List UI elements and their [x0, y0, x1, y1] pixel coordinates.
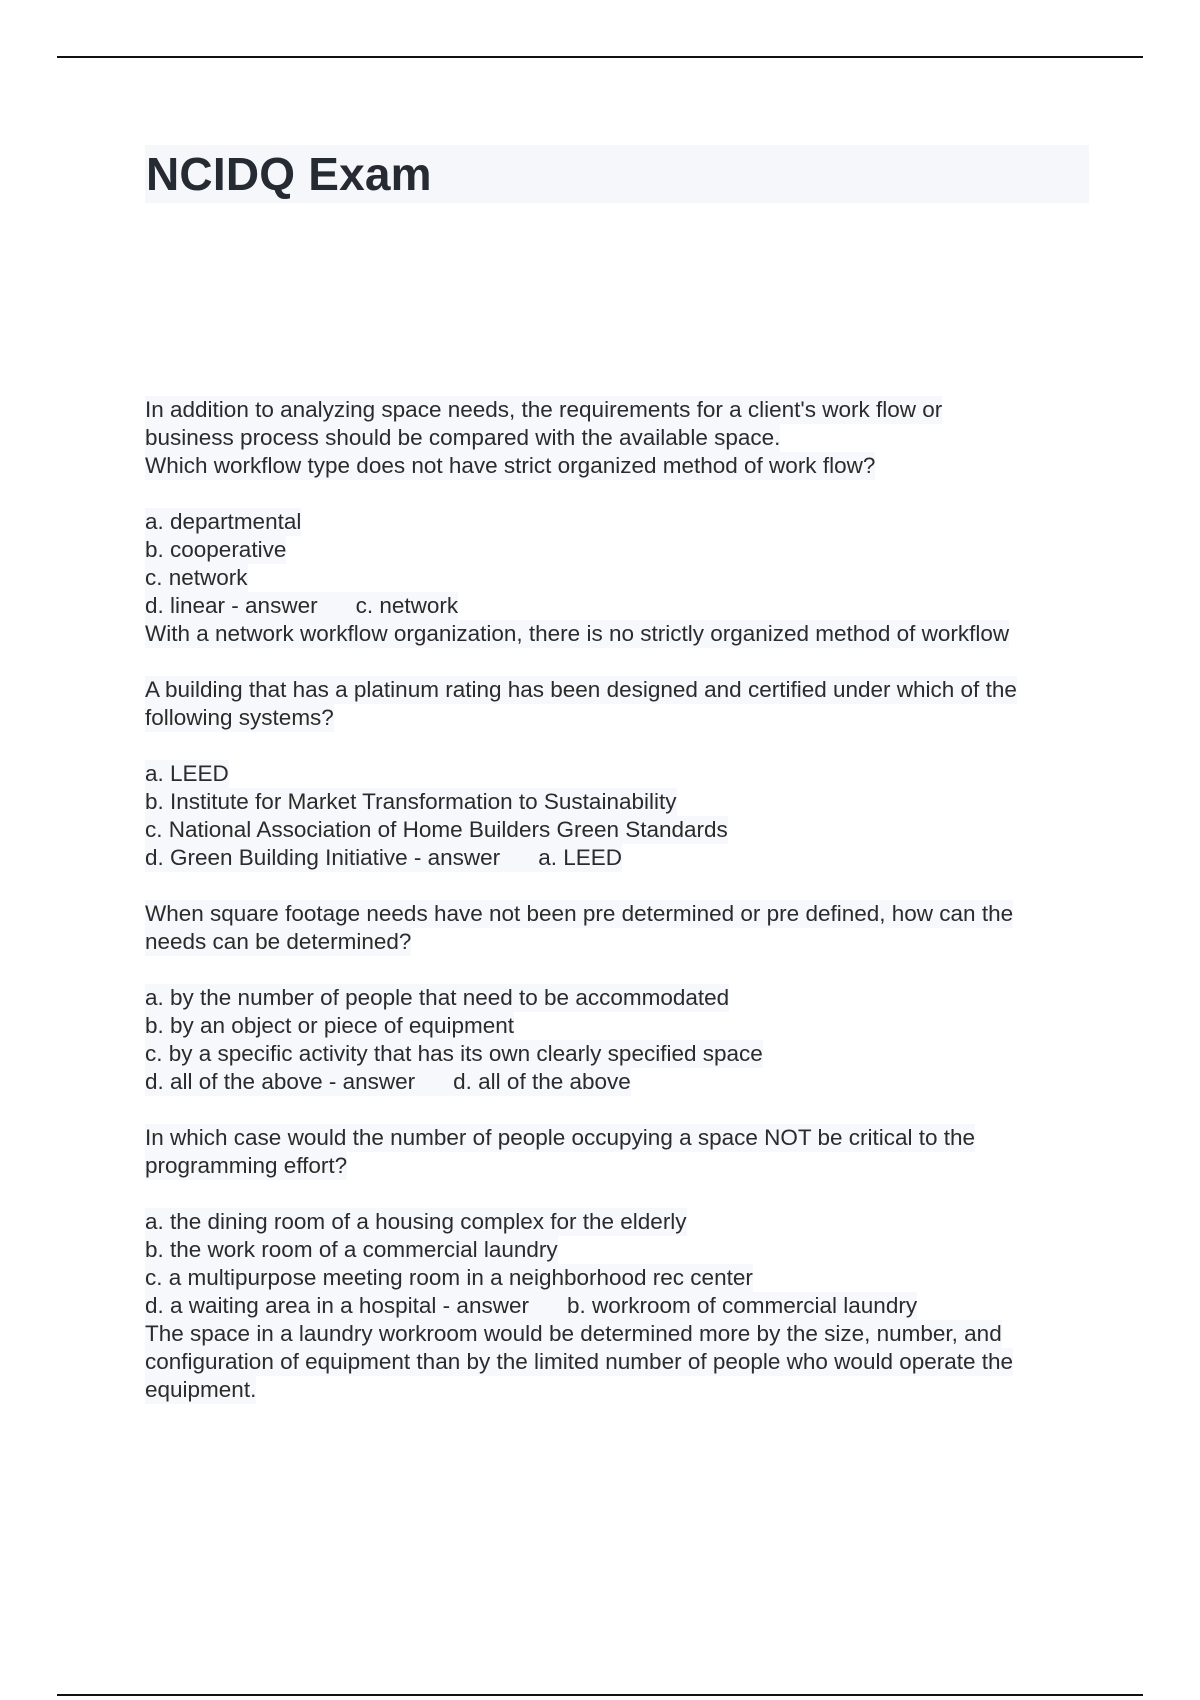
correct-answer: d. all of the above [453, 1069, 631, 1094]
question-text: Which workflow type does not have strict organized method of work flow? [145, 453, 876, 478]
explanation-text: equipment. [145, 1377, 257, 1402]
question-text: business process should be compared with the available space. [145, 425, 781, 450]
document-title: NCIDQ Exam [146, 148, 432, 200]
question-text: A building that has a platinum rating has been designed and certified under which of the [145, 677, 1017, 702]
answer-option: d. a waiting area in a hospital - answer [145, 1293, 529, 1318]
question-block [145, 900, 1095, 1096]
answer-option: d. linear - answer [145, 593, 318, 618]
question-text: needs can be determined? [145, 929, 412, 954]
answer-option: c. a multipurpose meeting room in a neighborhood rec center [145, 1265, 753, 1290]
explanation-text: With a network workflow organization, there is no strictly organized method of workflow [145, 621, 1010, 646]
correct-answer: a. LEED [538, 845, 622, 870]
question-text: programming effort? [145, 1153, 348, 1178]
explanation-text: The space in a laundry workroom would be determined more by the size, number, and [145, 1321, 1002, 1346]
footer-rule [57, 1694, 1143, 1696]
question-block [145, 1124, 1095, 1404]
correct-answer: c. network [355, 593, 459, 618]
answer-option: a. LEED [145, 761, 229, 786]
answer-option: a. by the number of people that need to be accommodated [145, 985, 730, 1010]
answer-option: b. Institute for Market Transformation to Sustainability [145, 789, 677, 814]
header-rule [57, 56, 1143, 58]
answer-option: c. network [145, 565, 248, 590]
question-text: In which case would the number of people occupying a space NOT be critical to the [145, 1125, 976, 1150]
document-body [145, 396, 1095, 1432]
answer-option-with-answer [145, 1292, 917, 1320]
answer-option: c. by a specific activity that has its own clearly specified space [145, 1041, 763, 1066]
question-text: When square footage needs have not been pre determined or pre defined, how can the [145, 901, 1014, 926]
answer-option: a. departmental [145, 509, 302, 534]
answer-option: a. the dining room of a housing complex for the elderly [145, 1209, 687, 1234]
answer-option: b. by an object or piece of equipment [145, 1013, 514, 1038]
question-block [145, 676, 1095, 872]
question-text: In addition to analyzing space needs, the requirements for a client's work flow or [145, 397, 943, 422]
answer-option: c. National Association of Home Builders Green Standards [145, 817, 728, 842]
explanation-text: configuration of equipment than by the limited number of people who would operate the [145, 1349, 1014, 1374]
answer-option-with-answer [145, 844, 622, 872]
answer-option: b. cooperative [145, 537, 287, 562]
answer-option: b. the work room of a commercial laundry [145, 1237, 558, 1262]
answer-option-with-answer [145, 592, 458, 620]
correct-answer: b. workroom of commercial laundry [566, 1293, 918, 1318]
answer-option-with-answer [145, 1068, 631, 1096]
question-text: following systems? [145, 705, 334, 730]
answer-option: d. all of the above - answer [145, 1069, 416, 1094]
answer-option: d. Green Building Initiative - answer [145, 845, 501, 870]
question-block [145, 396, 1095, 648]
